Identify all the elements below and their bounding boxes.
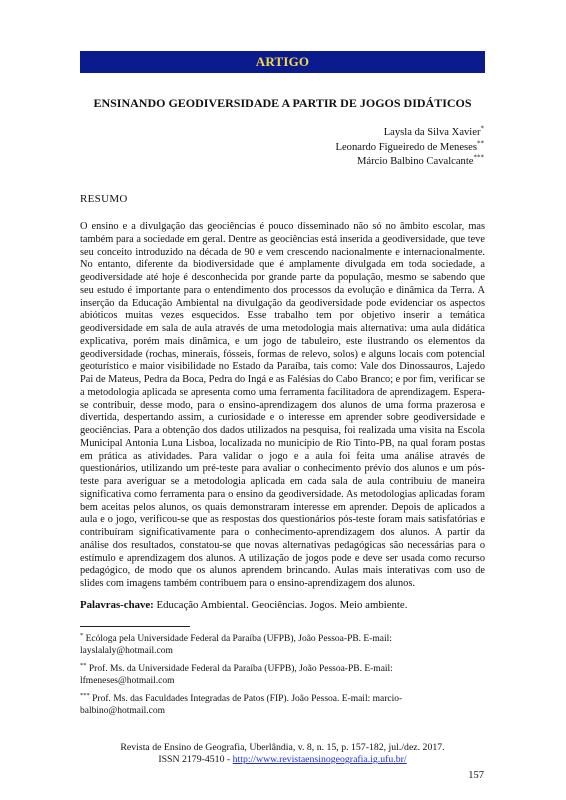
author-2	[335, 138, 484, 156]
page-number: 157	[468, 770, 484, 781]
footnote-text: Ecóloga pela Universidade Federal da Paraíba (UFPB), João Pessoa-PB. E-mail: layslalaly@hotmail.com	[80, 634, 392, 657]
journal-citation: Revista de Ensino de Geografia, Uberlândia, v. 8, n. 15, p. 157-182, jul./dez. 2017.	[120, 742, 445, 753]
author-mark: ***	[473, 153, 484, 162]
section-banner: ARTIGO	[80, 51, 485, 73]
article-title: ENSINANDO GEODIVERSIDADE A PARTIR DE JOGOS DIDÁTICOS	[93, 96, 472, 110]
footnote-mark: *	[80, 631, 84, 639]
author-mark: **	[477, 138, 484, 147]
abstract-heading: RESUMO	[80, 193, 128, 205]
footnote-text: Prof. Ms. da Universidade Federal da Paraíba (UFPB), João Pessoa-PB. E-mail: lfmeneses@hotmail.com	[80, 664, 393, 687]
issn: ISSN 2179-4510 -	[158, 754, 233, 765]
footnote-2	[80, 663, 485, 687]
author-1	[335, 126, 484, 141]
footnote-3	[80, 693, 485, 717]
author-mark: *	[480, 124, 484, 133]
author-name: Laysla da Silva Xavier	[383, 127, 481, 138]
journal-url-link[interactable]: http://www.revistaensinogeografia.ig.ufu.br/	[232, 754, 407, 765]
keywords-text: Educação Ambiental. Geociências. Jogos. Meio ambiente.	[156, 599, 408, 611]
keywords-label: Palavras-chave:	[80, 599, 154, 611]
journal-issn-line	[80, 754, 485, 766]
footnotes	[80, 633, 485, 724]
journal-footer	[80, 742, 485, 766]
footnote-text: Prof. Ms. das Faculdades Integradas de Patos (FIP). João Pessoa. E-mail: marcio-balbino@hotmail.com	[80, 694, 403, 717]
author-list	[335, 126, 484, 170]
footnote-mark: ***	[80, 692, 90, 700]
footnote-divider	[80, 626, 190, 627]
author-3	[335, 155, 484, 170]
author-name: Leonardo Figueiredo de Meneses	[335, 141, 477, 153]
abstract-body: O ensino e a divulgação das geociências é pouco disseminado não só no âmbito escolar, mas também para a sociedade em geral. Dentre as geociências está inserida a geodiversidade, que teve seu conceito introduzido na década de 90 e vem crescendo nacionalmente e internacionalmente. No entanto, diferente da biodiversidade que é amplamente divulgada em toda sociedade, a geodiversidade até hoje é desconhecida por grande parte da população, mesmo se sabendo que seu estudo é importante para o entendimento dos processos da evolução e dinâmica da Terra. A inserção da Educação Ambiental na divulgação da geodiversidade pode evidenciar os aspectos abióticos muitas vezes esquecidos. Esse trabalho tem por objetivo inserir a temática geodiversidade em sala de aula através de uma metodologia mais alternativa: uma aula didática explicativa, porém mais dinâmica, e um jogo de tabuleiro, este ilustrando os elementos da geodiversidade (rochas, minerais, fósseis, formas de relevo, solos) e alguns locais com potencial geoturístico e maior visibilidade no Estado da Paraíba, tais como: Vale dos Dinossauros, Lajedo Pai de Mateus, Pedra da Boca, Pedra do Ingá e as Falésias do Cabo Branco; e por fim, verificar se a metodologia aplicada se apresenta como uma ferramenta facilitadora de aprendizagem. Espera-se contribuir, desse modo, para o ensino-aprendizagem dos alunos de uma forma prazerosa e divertida, despertando assim, a curiosidade e o interesse em aprender sobre geodiversidade e geociências. Para a obtenção dos dados utilizados na pesquisa, foi realizada uma visita na Escola Municipal Antonia Luna Lisboa, localizada no município de Rio Tinto-PB, na qual foram postas em prática as atividades. Para validar o jogo e a aula foi feita uma análise através de questionários, utilizando um pré-teste para avaliar o conhecimento prévio dos alunos e um pós-teste para averiguar se a metodologia aplicada em cada sala de aula contribuiu de maneira significativa como ferramenta para o ensino da geodiversidade. As metodologias aplicadas foram bem aceitas pelos alunos, os quais demonstraram interesse em aprender. Depois de aplicados a aula e o jogo, verificou-se que as respostas dos questionários pós-teste foram mais satisfatórias e contribuíram significativamente para o conhecimento-aprendizagem dos alunos. A partir da análise dos resultados, constatou-se que novas alternativas pedagógicas são necessárias para o estímulo e aprendizagem dos alunos. A utilização de jogos pode e deve ser usada como recurso pedagógico, de modo que os alunos aprendem brincando. Aulas mais interativas com uso de slides com imagens também contribuem para o ensino-aprendizagem dos alunos.	[80, 221, 486, 589]
author-name: Márcio Balbino Cavalcante	[357, 156, 474, 167]
keywords	[80, 599, 485, 611]
footnote-1	[80, 633, 485, 657]
footnote-mark: **	[80, 662, 87, 670]
